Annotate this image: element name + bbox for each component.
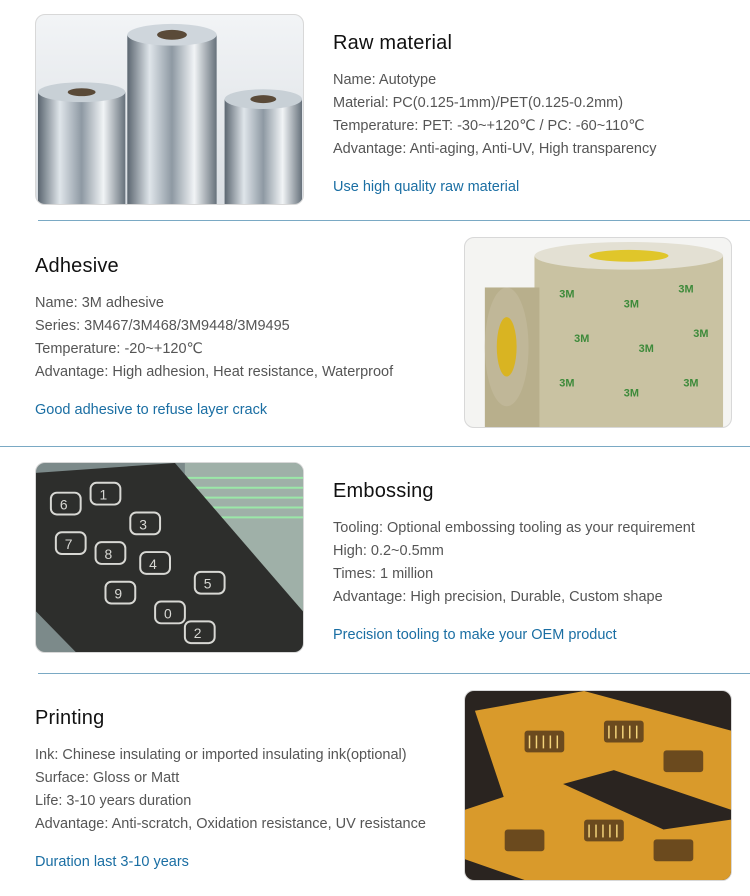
section-divider xyxy=(0,446,750,447)
svg-text:8: 8 xyxy=(104,546,113,562)
section-divider xyxy=(38,673,750,674)
info-line: Ink: Chinese insulating or imported insulating ink(optional) xyxy=(35,747,407,763)
svg-text:3M: 3M xyxy=(574,332,590,345)
svg-text:2: 2 xyxy=(193,625,202,642)
embossing-image xyxy=(35,462,304,653)
section-tagline-link: Good adhesive to refuse layer crack xyxy=(35,402,268,418)
svg-text:3M: 3M xyxy=(559,377,575,390)
section-tagline-link: Use high quality raw material xyxy=(333,179,520,195)
adhesive-text xyxy=(35,255,393,418)
svg-text:9: 9 xyxy=(114,585,123,602)
adhesive-image xyxy=(464,237,732,428)
embossing-text xyxy=(333,480,695,643)
svg-text:1: 1 xyxy=(99,486,108,503)
svg-text:3M: 3M xyxy=(638,342,654,355)
svg-text:3M: 3M xyxy=(683,377,699,390)
svg-text:3M: 3M xyxy=(678,283,694,296)
info-line: Temperature: PET: -30~+120℃ / PC: -60~110℃ xyxy=(333,118,645,134)
svg-text:3M: 3M xyxy=(623,387,639,400)
printing-text xyxy=(35,707,426,870)
svg-text:3: 3 xyxy=(139,516,147,533)
section-tagline-link: Precision tooling to make your OEM product xyxy=(333,627,617,643)
section-title: Embossing xyxy=(333,480,434,502)
printing-image xyxy=(464,690,732,881)
svg-text:6: 6 xyxy=(59,496,68,513)
info-line: Life: 3-10 years duration xyxy=(35,793,192,809)
info-line: Name: 3M adhesive xyxy=(35,295,164,311)
svg-text:3M: 3M xyxy=(623,298,639,311)
info-line: Advantage: Anti-scratch, Oxidation resistance, UV resistance xyxy=(35,816,426,832)
info-line: Name: Autotype xyxy=(333,72,437,88)
svg-text:3M: 3M xyxy=(693,327,709,340)
section-tagline-link: Duration last 3-10 years xyxy=(35,854,189,870)
svg-text:4: 4 xyxy=(149,555,157,572)
info-line: Series: 3M467/3M468/3M9448/3M9495 xyxy=(35,318,290,334)
raw-material-image xyxy=(35,14,304,205)
svg-text:0: 0 xyxy=(164,605,172,622)
section-divider xyxy=(38,220,750,221)
svg-text:3M: 3M xyxy=(559,288,575,301)
svg-text:5: 5 xyxy=(203,575,212,592)
section-title: Adhesive xyxy=(35,255,119,277)
info-line: Times: 1 million xyxy=(333,566,434,582)
info-line: Surface: Gloss or Matt xyxy=(35,770,180,786)
info-line: Advantage: High adhesion, Heat resistance, Waterproof xyxy=(35,364,394,380)
info-line: Advantage: High precision, Durable, Custom shape xyxy=(333,589,663,605)
info-line: Material: PC(0.125-1mm)/PET(0.125-0.2mm) xyxy=(333,95,624,111)
info-line: Temperature: -20~+120℃ xyxy=(35,341,203,357)
svg-text:7: 7 xyxy=(64,536,73,553)
section-title: Printing xyxy=(35,707,105,729)
section-title: Raw material xyxy=(333,32,453,54)
raw-material-text xyxy=(333,32,657,195)
info-line: Tooling: Optional embossing tooling as your requirement xyxy=(333,520,695,536)
info-line: High: 0.2~0.5mm xyxy=(333,543,444,559)
info-line: Advantage: Anti-aging, Anti-UV, High transparency xyxy=(333,141,657,157)
